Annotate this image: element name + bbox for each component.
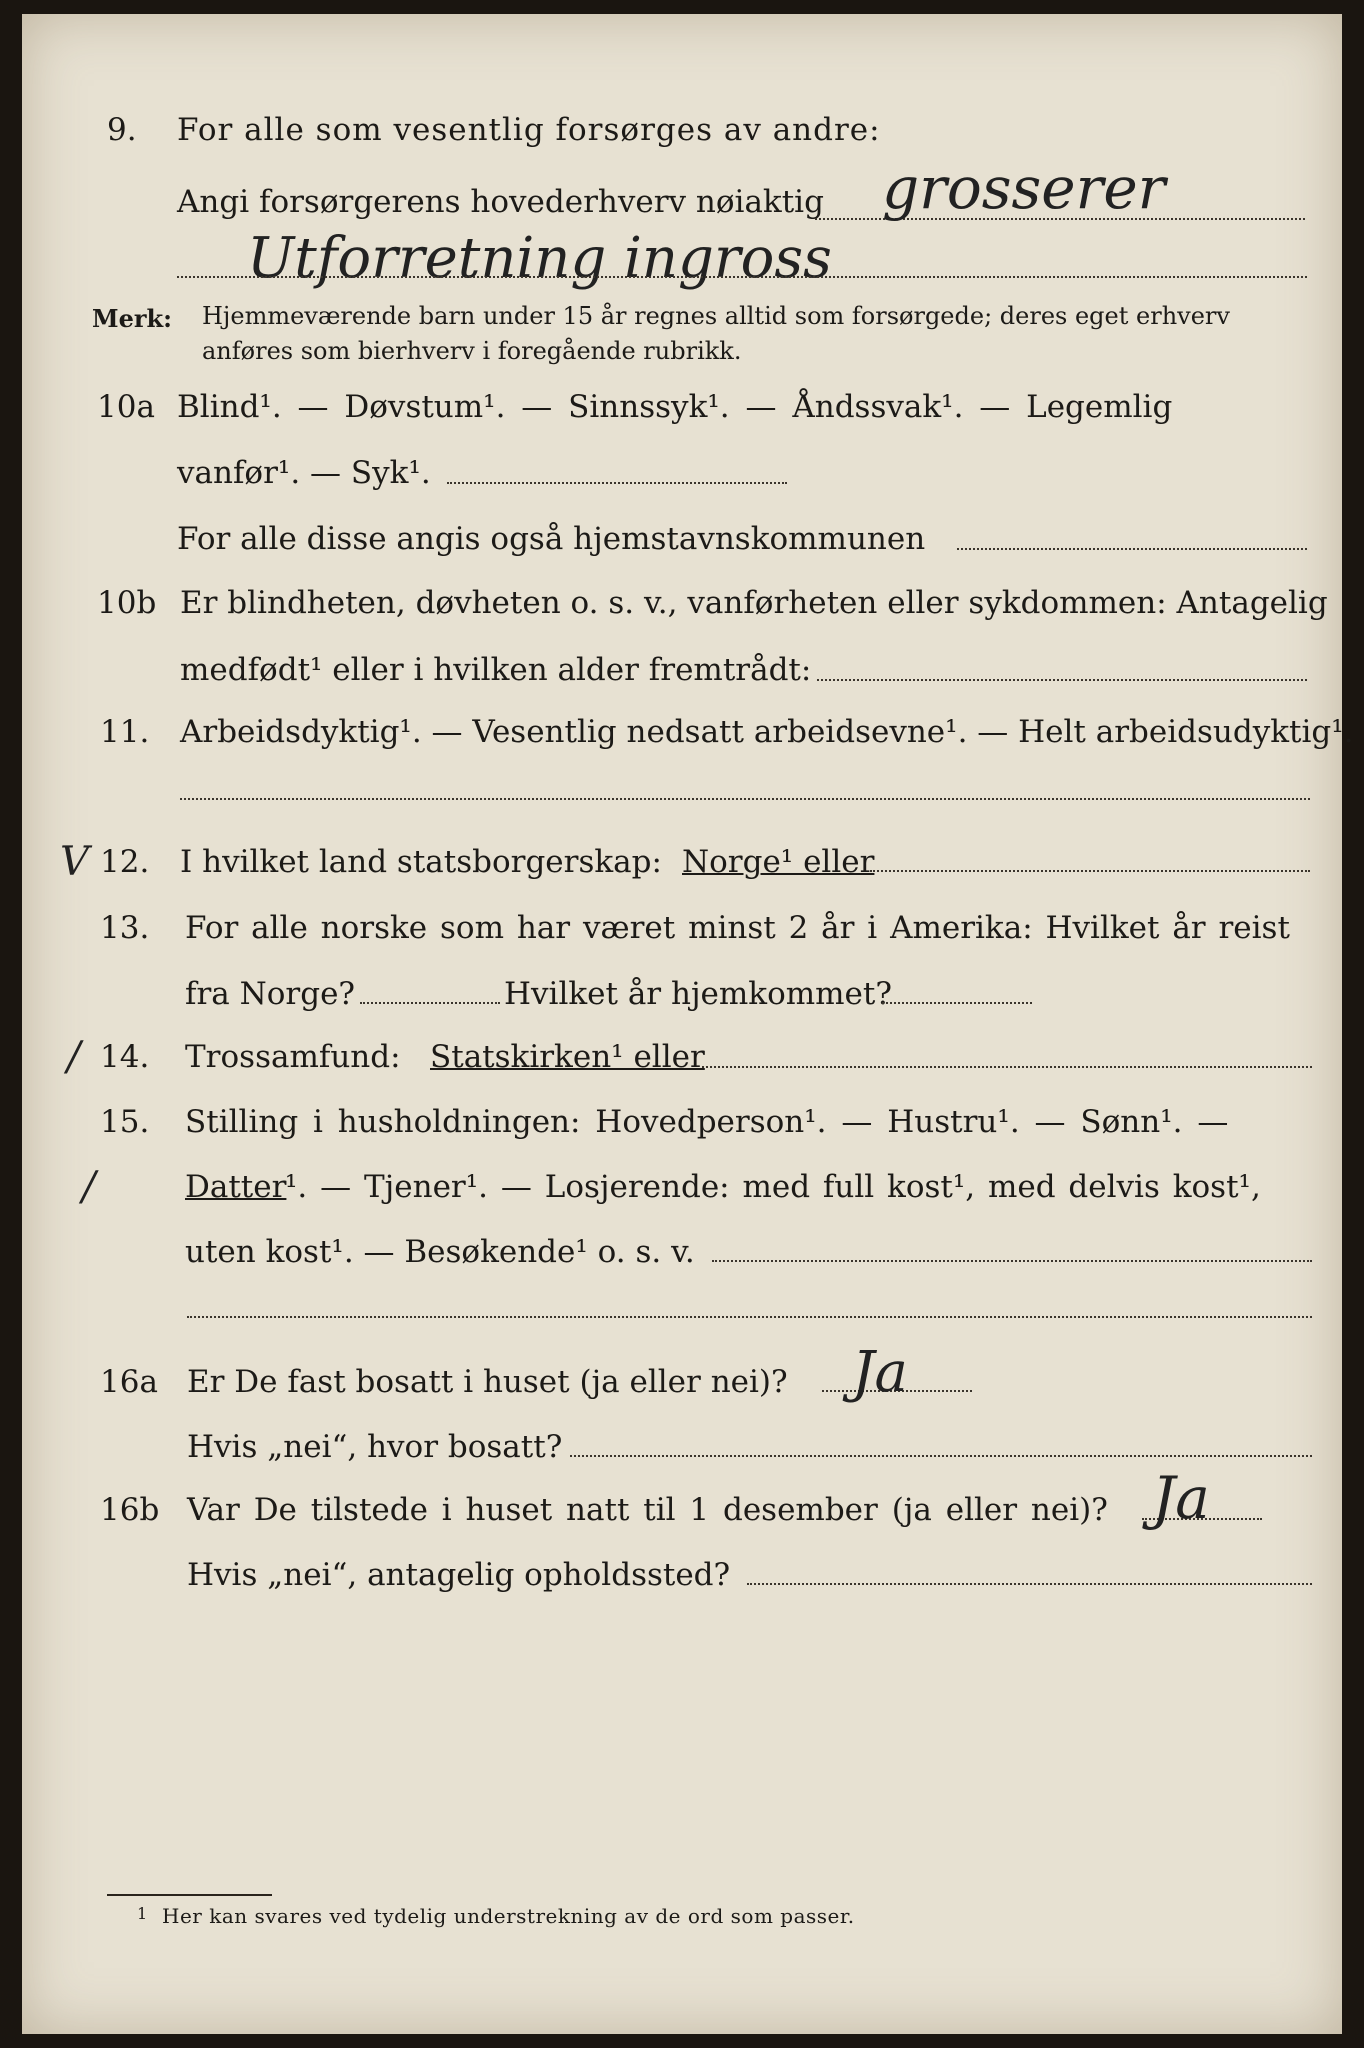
- q15-underlined-datter: Datter: [185, 1169, 287, 1205]
- q10a-home-municipality: For alle disse angis også hjemstavnskommunen: [177, 521, 926, 557]
- q13-number: 13.: [100, 910, 150, 946]
- q12-underlined-answer: Norge¹ eller: [682, 844, 875, 880]
- q15-answer-line: [712, 1260, 1312, 1262]
- q10a-answer-line: [447, 482, 787, 484]
- q13-america-question: For alle norske som har været minst 2 år i Amerika: Hvilket år reist: [185, 910, 1290, 946]
- footnote-text: Her kan svares ved tydelig understrekning av de ord som passer.: [162, 1904, 855, 1928]
- q16b-whereabouts-label: Hvis „nei“, antagelig opholdssted?: [187, 1557, 731, 1593]
- q16b-presence-question: Var De tilstede i huset natt til 1 desember (ja eller nei)?: [187, 1492, 1108, 1528]
- q14-answer-line: [702, 1066, 1312, 1068]
- q16b-number: 16b: [100, 1492, 160, 1528]
- q14-underlined-answer: Statskirken¹ eller: [430, 1039, 705, 1075]
- q16a-followup-line: [570, 1455, 1312, 1457]
- q9-number: 9.: [107, 112, 137, 148]
- q9-handwritten-occupation: grosserer: [882, 154, 1166, 222]
- q12-citizenship-label: I hvilket land statsborgerskap:: [180, 844, 662, 880]
- footnote-separator: [107, 1894, 272, 1896]
- q12-check-mark: V: [60, 839, 89, 885]
- q16a-residence-followup: Hvis „nei“, hvor bosatt?: [187, 1429, 563, 1465]
- census-form-page: [22, 14, 1354, 2034]
- q16a-residence-question: Er De fast bosatt i huset (ja eller nei)?: [187, 1364, 788, 1400]
- q16a-number: 16a: [100, 1364, 158, 1400]
- q15-household-position: Stilling i husholdningen: Hovedperson¹. — Hustru¹. — Sønn¹. —: [185, 1104, 1229, 1140]
- q14-number: 14.: [100, 1039, 150, 1075]
- q10a-municipality-line: [957, 548, 1307, 550]
- q16a-handwritten-answer: Ja: [852, 1340, 908, 1405]
- q15-household-position-cont: ¹. — Tjener¹. — Losjerende: med full kost¹, med delvis kost¹,: [285, 1169, 1261, 1205]
- q10b-number: 10b: [97, 585, 157, 621]
- q9-handwritten-business: Utforretning ingross: [247, 226, 832, 291]
- q12-number: 12.: [100, 844, 150, 880]
- q14-religion-label: Trossamfund:: [185, 1039, 401, 1075]
- q13-left-label: fra Norge?: [185, 976, 356, 1012]
- q12-answer-line: [870, 870, 1310, 872]
- q16b-handwritten-answer: Ja: [1152, 1464, 1210, 1532]
- q9-occupation-label: Angi forsørgerens hovederhverv nøiaktig: [177, 184, 824, 220]
- q16b-whereabouts-line: [747, 1583, 1312, 1585]
- q13-return-line: [882, 1002, 1032, 1004]
- q10a-number: 10a: [97, 389, 155, 425]
- q10b-question: Er blindheten, døvheten o. s. v., vanførheten eller sykdommen: Antagelig: [180, 585, 1328, 621]
- q15-number: 15.: [100, 1104, 150, 1140]
- q10a-conditions: Blind¹. — Døvstum¹. — Sinnssyk¹. — Åndssvak¹. — Legemlig: [177, 389, 1173, 425]
- q13-left-line: [360, 1002, 500, 1004]
- merk-note-line1: Hjemmeværende barn under 15 år regnes alltid som forsørgede; deres eget erhverv: [202, 302, 1230, 330]
- q11-number: 11.: [100, 714, 150, 750]
- q14-check-mark: /: [67, 1034, 81, 1080]
- merk-note-line2: anføres som bierhverv i foregående rubrikk.: [202, 337, 742, 365]
- q15-answer-line-2: [187, 1316, 1312, 1318]
- merk-label: Merk:: [92, 304, 172, 333]
- q11-answer-line: [180, 798, 1310, 800]
- q13-return-label: Hvilket år hjemkommet?: [504, 976, 892, 1012]
- q10b-question-cont: medfødt¹ eller i hvilken alder fremtrådt:: [180, 652, 812, 688]
- q9-question: For alle som vesentlig forsørges av andre:: [177, 112, 881, 148]
- q15-check-mark: /: [82, 1164, 96, 1210]
- q10b-answer-line: [817, 679, 1307, 681]
- q10a-conditions-cont: vanfør¹. — Syk¹.: [177, 455, 431, 491]
- q15-household-position-end: uten kost¹. — Besøkende¹ o. s. v.: [185, 1234, 695, 1270]
- footnote-marker: 1: [137, 1904, 148, 1923]
- q9-answer-line-2: [177, 276, 1307, 278]
- q11-work-capacity: Arbeidsdyktig¹. — Vesentlig nedsatt arbeidsevne¹. — Helt arbeidsudyktig¹.: [180, 714, 1354, 750]
